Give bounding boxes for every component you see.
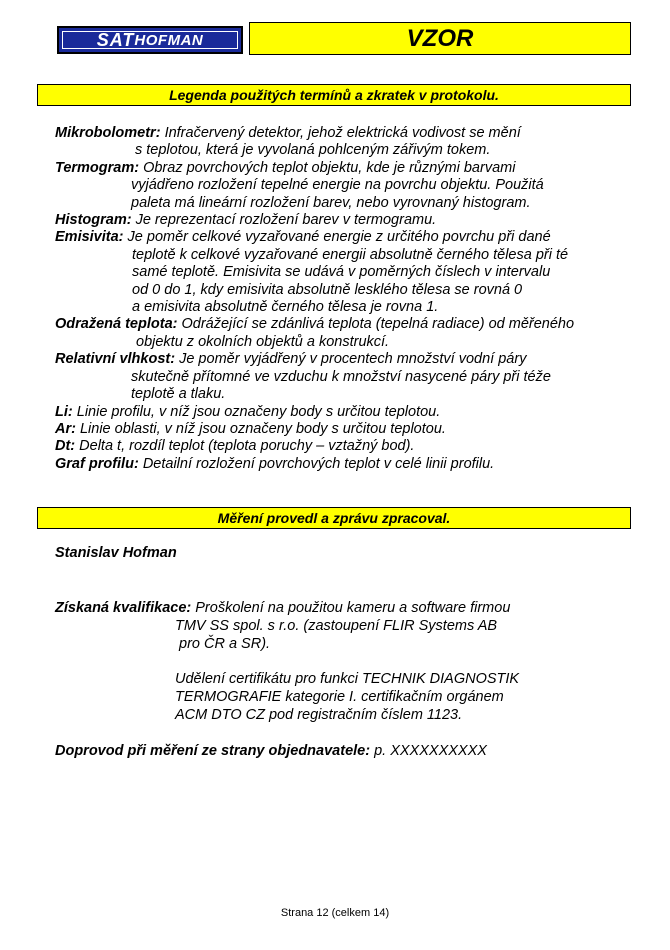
glossary-term: Dt: [55,438,76,455]
glossary-text: Odrážející se zdánlivá teplota (tepelná radiace) od měřeného [181,316,575,333]
logo-prefix: SAT [96,29,135,50]
qualification-text: pro ČR a SR). [179,636,271,652]
glossary-text: a emisivita absolutně černého tělesa je rovna 1. [132,299,439,316]
qualification-text: TMV SS spol. s r.o. (zastoupení FLIR Systems AB [175,618,498,634]
glossary-text: Infračervený detektor, jehož elektrická vodivost se mění [164,125,521,141]
escort-label: Doprovod při měření ze strany objednavatele: [55,743,371,759]
glossary-text: samé teplotě. Emisivita se udává v poměrných číslech v intervalu [132,264,551,281]
glossary-term: Ar: [55,420,76,437]
measurement-heading: Měření provedl a zprávu zpracoval. [37,507,631,529]
glossary-text: Je poměr vyjádřený v procentech množství vodní páry [179,351,527,368]
glossary-text: Obraz povrchových teplot objektu, kde je různými barvami [143,159,516,176]
legend-heading: Legenda použitých termínů a zkratek v protokolu. [37,84,631,106]
glossary-text: Linie oblasti, v níž jsou označeny body s určitou teplotou. [79,420,446,437]
glossary-text: Delta t, rozdíl teplot (teplota poruchy – vztažný bod). [79,438,415,455]
glossary-entry [55,421,635,438]
glossary-entry [55,456,635,473]
glossary [55,125,635,473]
glossary-text: Je reprezentací rozložení barev v termogramu. [135,212,437,229]
company-logo [57,26,243,54]
person-name: Stanislav Hofman [55,545,177,561]
glossary-term: Emisivita: [55,229,124,246]
certificate-text: ACM DTO CZ pod registračním číslem 1123. [175,707,463,723]
glossary-term: Relativní vlhkost: [55,351,176,368]
glossary-text: s teplotou, která je vyvolaná pohlceným zářivým tokem. [135,142,491,159]
escort-value: p. XXXXXXXXXX [374,743,487,759]
certificate-text: TERMOGRAFIE kategorie I. certifikačním orgánem [175,689,504,705]
glossary-text: od 0 do 1, kdy emisivita absolutně lesklého tělesa se rovná 0 [132,281,523,298]
glossary-term: Termogram: [55,159,140,176]
glossary-text: Linie profilu, v níž jsou označeny body s určitou teplotou. [76,403,441,420]
glossary-term: Li: [55,403,73,420]
glossary-entry [55,212,635,229]
glossary-text: skutečně přítomné ve vzduchu k množství nasycené páry při téže [131,368,551,385]
glossary-entry [55,229,635,316]
glossary-entry [55,351,635,403]
glossary-entry [55,316,635,351]
glossary-entry [55,125,635,160]
page-footer: Strana 12 (celkem 14) [280,907,390,919]
glossary-text: paleta má lineární rozložení barev, nebo vyrovnaný histogram. [131,194,531,211]
escort-line [55,743,487,759]
qualification-label: Získaná kvalifikace: [55,600,192,616]
glossary-text: Je poměr celkové vyzařované energie z určitého povrchu při dané [127,229,551,246]
glossary-text: teplotě k celkové vyzařované energii absolutně černého tělesa při té [132,246,569,263]
glossary-entry [55,160,635,212]
glossary-term: Histogram: [55,212,132,229]
qualification-line [55,600,510,616]
certificate-text: Udělení certifikátu pro funkci TECHNIK DIAGNOSTIK [175,671,520,687]
glossary-term: Odražená teplota: [55,316,178,333]
document-title: VZOR [249,22,631,55]
glossary-text: Detailní rozložení povrchových teplot v celé linii profilu. [142,455,495,472]
glossary-text: teplotě a tlaku. [131,386,226,403]
logo-name: HOFMAN [134,31,204,49]
glossary-entry [55,438,635,455]
glossary-text: vyjádřeno rozložení tepelné energie na povrchu objektu. Použitá [131,177,544,194]
glossary-entry [55,404,635,421]
glossary-term: Mikrobolometr: [55,125,161,141]
qualification-text: Proškolení na použitou kameru a software firmou [195,600,511,616]
glossary-term: Graf profilu: [55,455,139,472]
glossary-text: objektu z okolních objektů a konstrukcí. [136,333,390,350]
